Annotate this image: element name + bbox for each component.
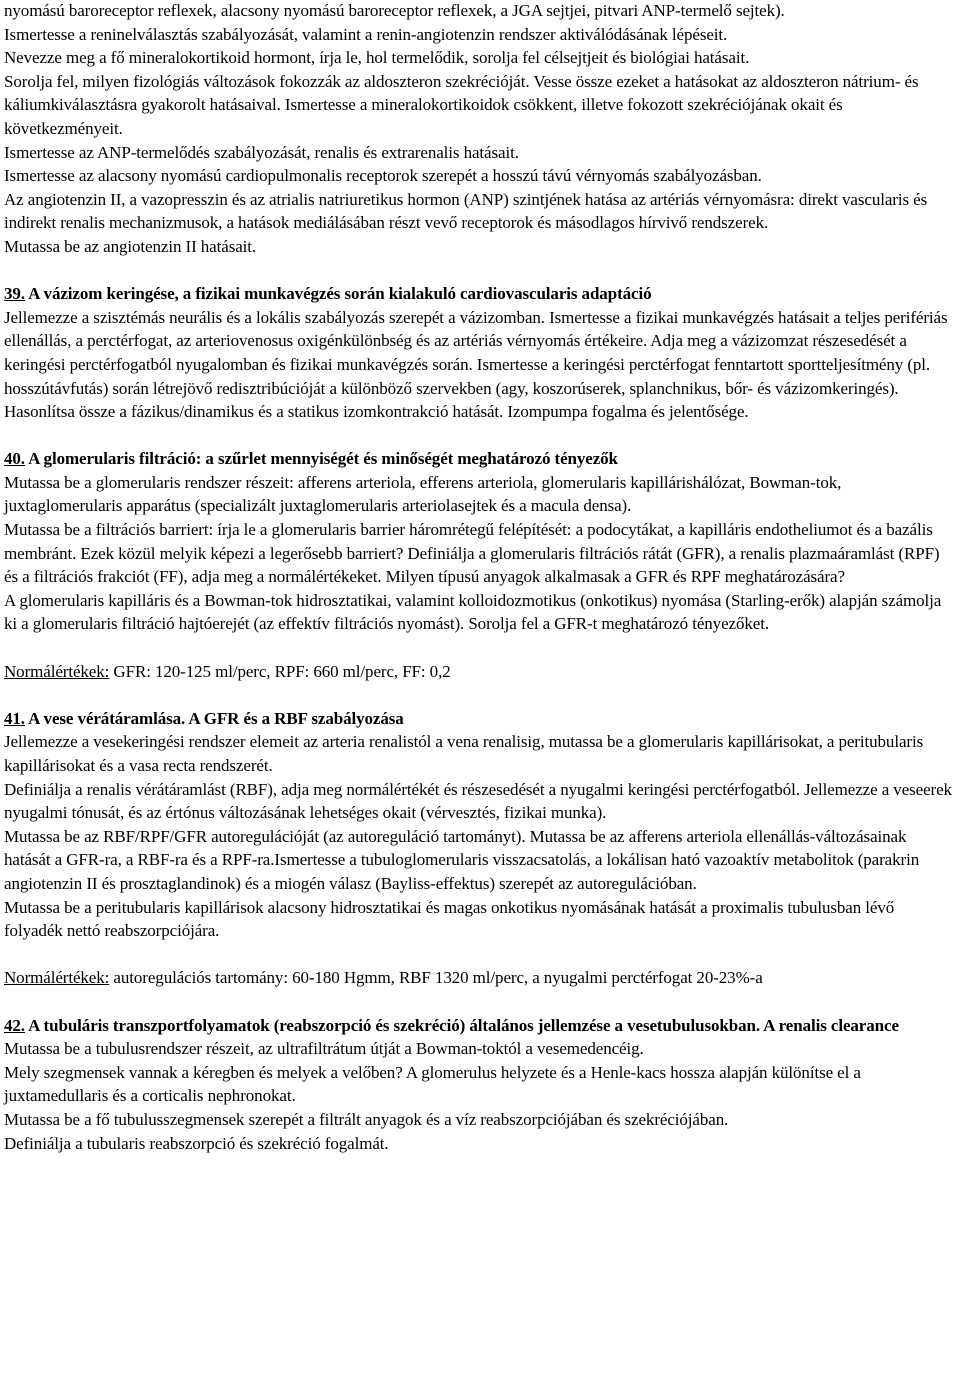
- intro-line-3: Nevezze meg a fő mineralokortikoid hormont, írja le, hol termelődik, sorolja fel célsejtjeit és biológiai hatásait.: [4, 48, 750, 68]
- normal-values-label: Normálértékek:: [4, 968, 110, 988]
- normal-values-text: GFR: 120-125 ml/perc, RPF: 660 ml/perc, FF: 0,2: [109, 661, 451, 681]
- normal-values: [4, 966, 956, 990]
- intro-line-5: Ismertesse az ANP-termelődés szabályozását, renalis és extrarenalis hatásait.: [4, 142, 519, 162]
- intro-line-6: Ismertesse az alacsony nyomású cardiopulmonalis receptorok szerepét a hosszú távú vérnyomás szabályozásban.: [4, 166, 762, 186]
- intro-line-2: Ismertesse a reninelválasztás szabályozását, valamint a renin-angiotenzin rendszer aktiválódásának lépéseit.: [4, 24, 728, 44]
- section-paragraph: Mutassa be a glomerularis rendszer részeit: afferens arteriola, efferens arteriola, glomerularis kapillárishálózat, Bowman-tok, juxtaglomerularis apparátus (specializált juxtaglomerularis arteriolasejtek és a macula densa).: [4, 472, 842, 516]
- section-paragraph: Mutassa be a fő tubulusszegmensek szerepét a filtrált anyagok és a víz reabszorpciójában és szekréciójában.: [4, 1109, 729, 1129]
- document-page: [4, 0, 956, 1155]
- section-number: 40.: [4, 449, 25, 469]
- section-number: 41.: [4, 708, 25, 728]
- normal-values-text: autoregulációs tartomány: 60-180 Hgmm, RBF 1320 ml/perc, a nyugalmi perctérfogat 20-23%-a: [109, 968, 763, 988]
- section-40: [4, 447, 956, 683]
- section-paragraph: Jellemezze a vesekeringési rendszer elemeit az arteria renalistól a vena renalisig, mutassa be a glomerularis kapillárisokat, a peritubularis kapillárisokat és a vasa recta rendszerét.: [4, 732, 924, 775]
- section-number: 39.: [4, 284, 25, 304]
- section-41: [4, 707, 956, 990]
- section-title: A vese vérátáramlása. A GFR és a RBF szabályozása: [24, 708, 404, 728]
- normal-values: [4, 660, 956, 684]
- section-paragraph: A glomerularis kapilláris és a Bowman-tok hidrosztatikai, valamint kolloidozmotikus (onkotikus) nyomása (Starling-erők) alapján számolja ki a glomerularis filtráció hajtóerejét (az effektív filtrációs nyomást). Sorolja fel a GFR-t meghatározó tényezőket.: [4, 590, 942, 634]
- section-title: A glomerularis filtráció: a szűrlet mennyiségét és minőségét meghatározó tényezők: [24, 449, 618, 469]
- section-paragraph: Mely szegmensek vannak a kéregben és melyek a velőben? A glomerulus helyzete és a Henle-kacs hossza alapján különítse el a juxtamedullaris és a corticalis nephronokat.: [4, 1062, 861, 1106]
- section-heading: [4, 282, 956, 306]
- section-heading: [4, 447, 956, 471]
- section-heading: [4, 707, 956, 731]
- section-paragraph: Mutassa be a tubulusrendszer részeit, az ultrafiltrátum útját a Bowman-toktól a vesemedencéig.: [4, 1039, 644, 1059]
- section-paragraph: Mutassa be az RBF/RPF/GFR autoregulációját (az autoreguláció tartományt). Mutassa be az afferens arteriola ellenállás-változásainak hatását a GFR-ra, a RBF-ra és a RPF-ra.Ismertesse a tubuloglomerularis visszacsatolás, a lokálisan ható vazoaktív metabolitok (parakrin angiotenzin II és prosztaglandinok) és a miogén válasz (Bayliss-effektus) szerepét az autoregulációban.: [4, 826, 920, 893]
- intro-line-1: nyomású baroreceptor reflexek, alacsony nyomású baroreceptor reflexek, a JGA sejtjei, pitvari ANP-termelő sejtek).: [4, 1, 785, 20]
- intro-line-7: Az angiotenzin II, a vazopresszin és az atrialis natriuretikus hormon (ANP) szintjének hatása az artériás vérnyomásra: direkt vascularis és indirekt renalis mechanizmusok, a hatások mediálásában részt vevő receptorok és másodlagos hírvivő rendszerek.: [4, 189, 928, 233]
- section-paragraph: Definiálja a tubularis reabszorpció és szekréció fogalmát.: [4, 1133, 389, 1153]
- section-number: 42.: [4, 1015, 25, 1035]
- section-paragraph: Mutassa be a peritubularis kapillárisok alacsony hidrosztatikai és magas onkotikus nyomásának hatását a proximalis tubulusban lévő folyadék nettó reabszorpciójára.: [4, 897, 895, 941]
- normal-values-label: Normálértékek:: [4, 661, 110, 681]
- section-42: [4, 1014, 956, 1156]
- section-title: A tubuláris transzportfolyamatok (reabszorpció és szekréció) általános jellemzése a vesetubulusokban. A renalis clearance: [24, 1015, 899, 1035]
- section-39: [4, 282, 956, 424]
- section-paragraph: Jellemezze a szisztémás neurális és a lokális szabályozás szerepét a vázizomban. Ismertesse a fizikai munkavégzés hatásait a teljes perifériás ellenállás, a perctérfogat, az arteriovenosus oxigénkülönbség és az artériás vérnyomás értékeire. Adja meg a vázizomzat részesedését a keringési perctérfogatból nyugalomban és fizikai munkavégzés során. Ismertesse a keringési perctérfogat fenntartott sportteljesítmény (pl. hosszútávfutás) során létrejövő redisztribúcióját a különböző szervekben (agy, koszorúserek, splanchnikus, bőr- és vázizomkeringés).: [4, 307, 948, 398]
- section-paragraph: Mutassa be a filtrációs barriert: írja le a glomerularis barrier háromrétegű felépítését: a podocytákat, a kapilláris endotheliumot és a bazális membránt. Ezek közül melyik képezi a legerősebb barriert? Definiálja a glomerularis filtrációs rátát (GFR), a renalis plazmaáramlást (RPF) és a filtrációs frakciót (FF), adja meg a normálértékeket. Milyen típusú anyagok alkalmasak a GFR és RPF meghatározására?: [4, 520, 940, 587]
- intro-line-4: Sorolja fel, milyen fizológiás változások fokozzák az aldoszteron szekrécióját. Vesse össze ezeket a hatásokat az aldoszteron nátrium- és káliumkiválasztásra gyakorolt hatásaival. Ismertesse a mineralokortikoidok csökkent, illetve fokozott szekréciójának okait és következményeit.: [4, 71, 919, 138]
- section-heading: [4, 1014, 956, 1038]
- intro-block: [4, 0, 956, 259]
- section-paragraph: Hasonlítsa össze a fázikus/dinamikus és a statikus izomkontrakció hatását. Izompumpa fogalma és jelentősége.: [4, 402, 749, 422]
- section-paragraph: Definiálja a renalis vérátáramlást (RBF), adja meg normálértékét és részesedését a nyugalmi keringési perctérfogatból. Jellemezze a veseerek nyugalmi tónusát, és az értónus változásának lehetséges okait (vérvesztés, fizikai munka).: [4, 779, 952, 823]
- section-title: A vázizom keringése, a fizikai munkavégzés során kialakuló cardiovascularis adaptáció: [24, 284, 652, 304]
- intro-line-8: Mutassa be az angiotenzin II hatásait.: [4, 236, 257, 256]
